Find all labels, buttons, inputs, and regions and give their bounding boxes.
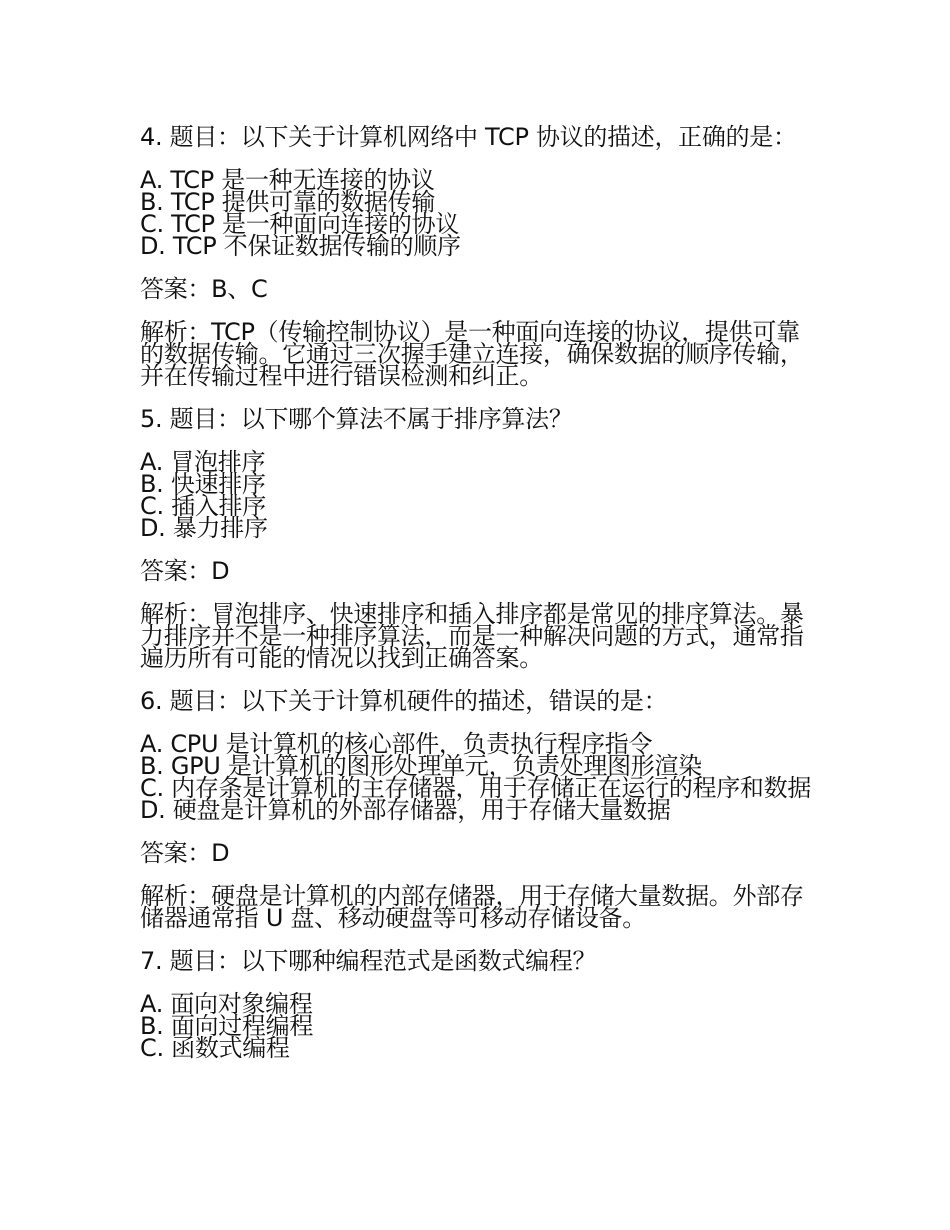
question-7-options <box>140 990 812 1062</box>
question-5-answer: 答案：D <box>140 557 230 585</box>
question-6-option-c: C. 内存条是计算机的主存储器，用于存储正在运行的程序和数据 <box>140 774 812 802</box>
question-4-option-d: D. TCP 不保证数据传输的顺序 <box>140 232 461 260</box>
document-page <box>140 123 812 1080</box>
question-5-option-c: C. 插入排序 <box>140 492 266 520</box>
question-4-option-a: A. TCP 是一种无连接的协议 <box>140 166 435 194</box>
question-5-analysis: 解析：冒泡排序、快速排序和插入排序都是常见的排序算法。暴力排序并不是一种排序算法，而是一种解决问题的方式，通常指遍历所有可能的情况以找到正确答案。 <box>140 600 804 672</box>
question-7-option-b: B. 面向过程编程 <box>140 1012 314 1040</box>
question-6-option-d: D. 硬盘是计算机的外部存储器，用于存储大量数据 <box>140 796 671 824</box>
question-5-options <box>140 448 812 542</box>
question-4-option-b: B. TCP 提供可靠的数据传输 <box>140 188 436 216</box>
question-6-title: 6. 题目：以下关于计算机硬件的描述，错误的是： <box>140 687 668 715</box>
question-6-options <box>140 730 812 824</box>
question-5-option-b: B. 快速排序 <box>140 470 266 498</box>
question-7-option-c: C. 函数式编程 <box>140 1034 290 1062</box>
question-4-options <box>140 166 812 260</box>
question-4-title: 4. 题目：以下关于计算机网络中 TCP 协议的描述，正确的是： <box>140 123 797 151</box>
question-5-option-a: A. 冒泡排序 <box>140 448 266 476</box>
question-6-analysis: 解析：硬盘是计算机的内部存储器，用于存储大量数据。外部存储器通常指 U 盘、移动硬盘等可移动存储设备。 <box>140 882 804 932</box>
question-6-option-b: B. GPU 是计算机的图形处理单元，负责处理图形渲染 <box>140 752 702 780</box>
question-5-title: 5. 题目：以下哪个算法不属于排序算法？ <box>140 405 573 433</box>
question-7-title: 7. 题目：以下哪种编程范式是函数式编程？ <box>140 947 597 975</box>
question-6-option-a: A. CPU 是计算机的核心部件，负责执行程序指令 <box>140 730 653 758</box>
question-4-analysis: 解析：TCP（传输控制协议）是一种面向连接的协议，提供可靠的数据传输。它通过三次握手建立连接，确保数据的顺序传输，并在传输过程中进行错误检测和纠正。 <box>140 318 804 390</box>
question-6-answer: 答案：D <box>140 839 230 867</box>
question-4-option-c: C. TCP 是一种面向连接的协议 <box>140 210 460 238</box>
question-5-option-d: D. 暴力排序 <box>140 514 268 542</box>
question-4-answer: 答案：B、C <box>140 275 268 303</box>
question-7-option-a: A. 面向对象编程 <box>140 990 313 1018</box>
